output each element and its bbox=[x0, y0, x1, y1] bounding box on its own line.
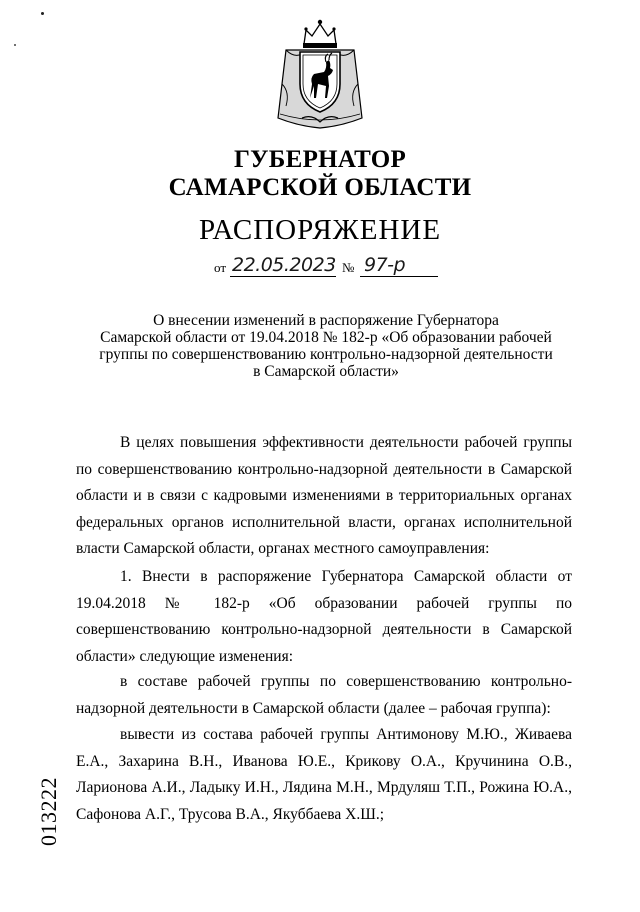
number-underline bbox=[360, 276, 438, 277]
date-label: от bbox=[214, 260, 227, 275]
number-label: № bbox=[342, 260, 355, 275]
preamble-paragraph: В целях повышения эффективности деятельности рабочей группы по совершенствованию контрольно-надзорной деятельности в Самарской области и в связи с кадровыми изменениями в территориальных органах федеральных органов исполнительной власти, органах исполнительной власти Самарской области, органах местного самоуправления: bbox=[76, 434, 572, 558]
serial-number-text: 013222 bbox=[36, 777, 61, 846]
subject-line: Самарской области от 19.04.2018 № 182-р «Об образовании рабочей bbox=[100, 329, 552, 346]
coat-of-arms-icon bbox=[272, 14, 368, 132]
document-subject bbox=[90, 312, 562, 380]
form-serial-number bbox=[34, 768, 64, 848]
issuer-region: САМАРСКОЙ ОБЛАСТИ bbox=[168, 174, 472, 201]
document-date: 22.05.2023 bbox=[232, 254, 336, 276]
subject-line: О внесении изменений в распоряжение Губернатора bbox=[153, 312, 499, 329]
document-type: РАСПОРЯЖЕНИЕ bbox=[198, 214, 442, 246]
composition-paragraph: в составе рабочей группы по совершенствованию контрольно-надзорной деятельности в Самарской области (далее – рабочая группа): bbox=[76, 673, 572, 717]
item-1-paragraph: 1. Внести в распоряжение Губернатора Самарской области от 19.04.2018 № 182-р «Об образовании рабочей группы по совершенствованию контрольно-надзорной деятельности в Самарской области» следующие изменения: bbox=[76, 568, 572, 665]
subject-line: в Самарской области» bbox=[253, 363, 399, 380]
scan-speck bbox=[41, 12, 44, 15]
document-number: 97-р bbox=[364, 254, 406, 276]
date-underline bbox=[230, 276, 336, 277]
issuer-title: ГУБЕРНАТОР bbox=[233, 146, 407, 173]
remove-members-paragraph: вывести из состава рабочей группы Антимонову М.Ю., Живаева Е.А., Захарина В.Н., Иванова Ю.Е., Крикову О.А., Кручинина О.В., Ларионова А.И., Ладыку И.Н., Лядина М.Н., Мрдуляш Т.П., Рожина Ю.А., Сафонова А.Г., Трусова В.А., Якуббаева Х.Ш.; bbox=[76, 726, 572, 823]
scan-speck bbox=[14, 44, 16, 46]
registration-line bbox=[210, 254, 450, 280]
subject-line: группы по совершенствованию контрольно-надзорной деятельности bbox=[99, 346, 553, 363]
